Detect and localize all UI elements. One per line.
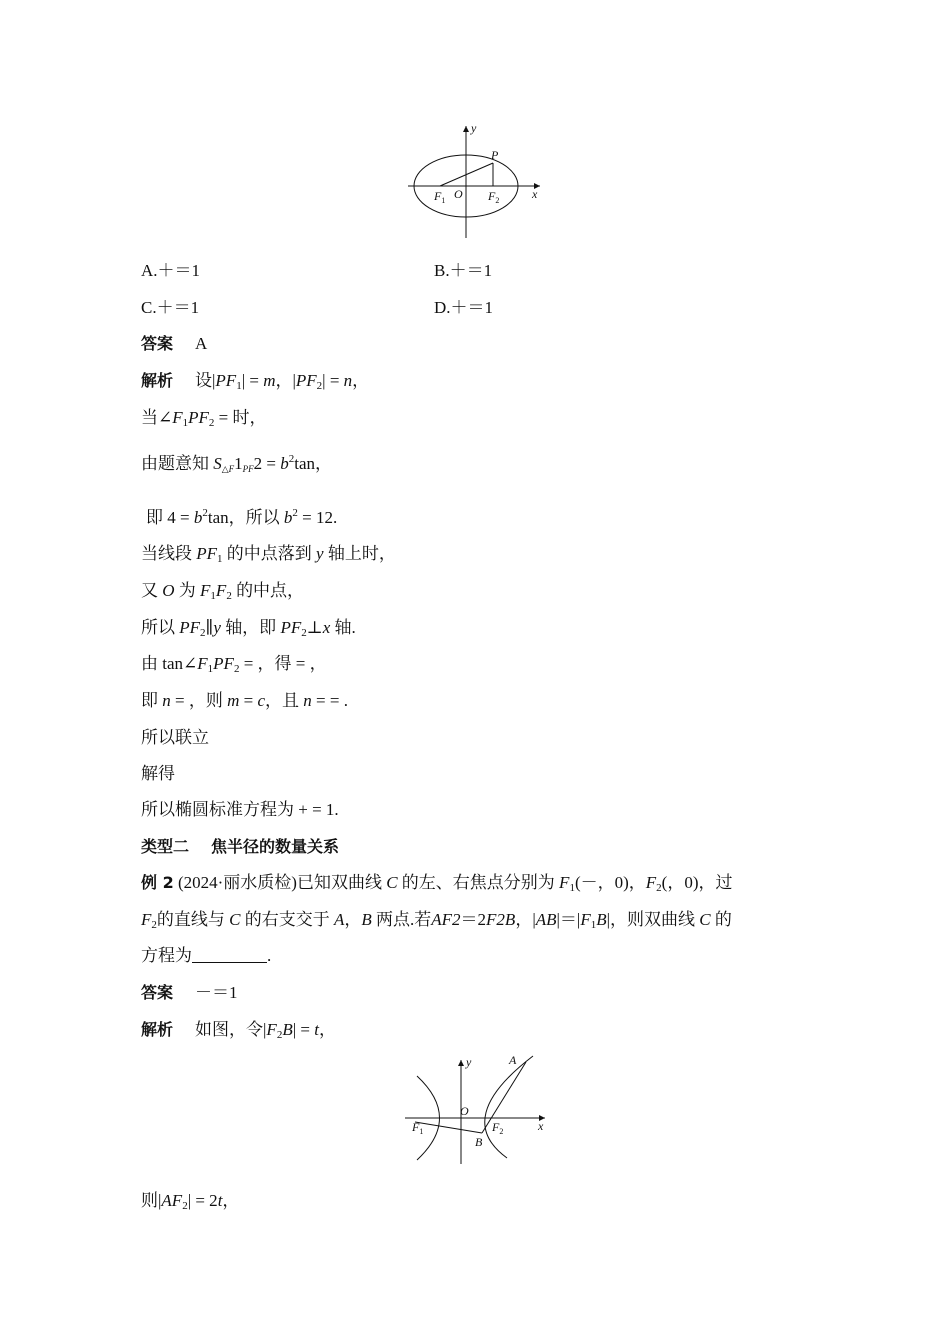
fig1-y-label: y [471,121,477,135]
solution-1-line-2: 当$\angle F_1PF_2$ = 时， [141,408,267,429]
solution-2-line-2: 则$|AF_2| = 2t$， [141,1191,240,1212]
section-heading [141,835,339,859]
answer-blank [192,946,267,963]
fig2-f2-label: $F_2$ [492,1120,504,1136]
answer-1 [141,332,207,356]
solution-1-line-7: 所以 $PF_2\parallel y$ 轴，即 $PF_2\perp x$ 轴. [141,618,356,639]
option-b: B.＋＝1 [434,261,493,280]
fig2-b-label: B [475,1135,483,1149]
solution-1-line-6: 又 O 为 $F_1F_2$ 的中点， [141,581,305,602]
solution-1-line-8: 由 $\tan\angle F_1PF_2$ = ，得 = ， [141,654,327,675]
solution-label: 解析 [141,1020,174,1039]
solution-1-line-11: 解得 [141,764,175,783]
fig2-y-label: y [466,1055,472,1069]
fig2-x-label: x [538,1119,544,1133]
ellipse-figure [400,120,550,240]
option-a: A.＋＝1 [141,261,201,280]
answer-label: 答案 [141,983,174,1002]
solution-1-line-9: 即 n = ，则 m = c，且 n = = . [141,691,348,710]
fig1-f2-label: $F_2$ [488,189,500,205]
answer-label: 答案 [141,334,174,353]
solution-label: 解析 [141,371,174,390]
fig2-a-label: A [509,1053,517,1067]
section-name: 焦半径的数量关系 [211,837,340,856]
solution-1-line-5: 当线段 $PF_1$ 的中点落到 y 轴上时， [141,544,396,565]
fig1-p-label: P [491,148,499,162]
example-2-line-3: 方程为 . [141,946,272,965]
solution-2-line-1: 解析 如图，令$|F_2B| = t$， [141,1020,336,1041]
fig1-o-label: O [454,187,463,201]
section-title: 类型二 [141,837,190,856]
fig1-f1-label: $F_1$ [434,189,446,205]
solution-1-line-10: 所以联立 [141,728,209,747]
answer-2 [141,981,238,1005]
answer-value: A [195,334,208,353]
hyperbola-figure [400,1052,555,1167]
solution-1-line-1: 解析 设$|PF_1| = m$，$|PF_2| = n$， [141,371,370,392]
example-label: 例 2 [141,873,174,892]
fig1-x-label: x [532,187,538,201]
fig2-o-label: O [460,1104,469,1118]
option-c: C.＋＝1 [141,298,200,317]
example-2-line-2: $F_2$的直线与 C 的右支交于 A，B 两点.若AF2＝2F2B，$|AB|=|F_1B|$，则双曲线 C 的 [141,910,732,931]
option-d: D.＋＝1 [434,298,494,317]
example-2-line-1: 例 2 (2024·丽水质检)已知双曲线 C 的左、右焦点分别为 $F_1(-$，0)，$F_2$(，0)，过 [141,873,733,894]
solution-1-line-4: 即 $4 = b^2\tan$，所以 $b^2 = 12$. [146,507,338,527]
solution-1-line-12: 所以椭圆标准方程为 + = 1. [141,800,339,819]
solution-1-line-3: 由题意知 $S_{\triangle F}1_{PF}2 = b^2\tan$， [141,453,333,474]
fig2-f1-label: $F_1$ [412,1120,424,1136]
answer-value: －＝1 [195,983,238,1002]
